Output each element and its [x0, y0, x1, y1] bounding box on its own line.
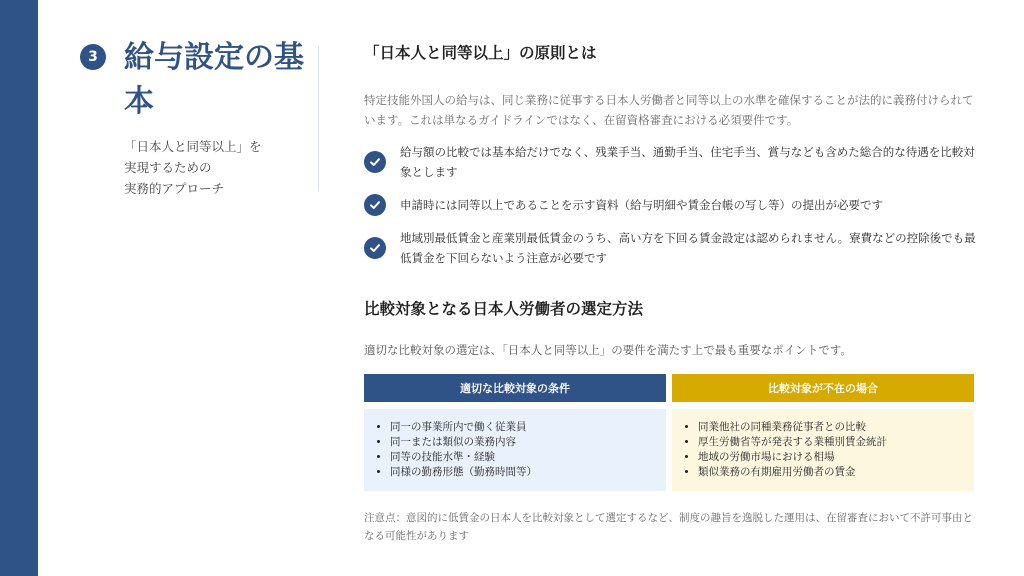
criteria-column-header: 適切な比較対象の条件 — [364, 374, 666, 402]
list-item: • 同等の技能水準・経験 — [390, 450, 666, 465]
subtitle-line: 実現するための — [124, 160, 212, 175]
check-item-text: 給与額の比較では基本給だけでなく、残業手当、通勤手当、住宅手当、賞与なども含めた総合的な待遇を比較対象とします — [400, 145, 975, 179]
check-circle-icon — [364, 151, 386, 173]
criteria-list — [378, 420, 666, 480]
absent-list-box — [672, 409, 974, 491]
list-item: • 地域の労働市場における相場 — [698, 450, 974, 465]
check-item — [364, 194, 978, 216]
section-subtitle — [124, 136, 309, 199]
list-item: • 同一または類似の業務内容 — [390, 435, 666, 450]
check-item — [364, 228, 978, 268]
list-item: • 厚生労働省等が発表する業種別賃金統計 — [698, 435, 974, 450]
caution-note: 注意点：意図的に低賃金の日本人を比較対象として選定するなど、制度の趣旨を逸脱した運用は、在留審査において不許可事由となる可能性があります — [364, 512, 973, 542]
check-circle-icon — [364, 194, 386, 216]
list-item: • 同一の事業所内で働く従業員 — [390, 420, 666, 435]
principle-heading: 「日本人と同等以上」の原則とは — [364, 44, 597, 62]
check-item-text: 申請時には同等以上であることを示す資料（給与明細や賃金台帳の写し等）の提出が必要です — [400, 198, 883, 212]
list-item: • 同様の勤務形態（勤務時間等） — [390, 465, 666, 480]
check-circle-icon — [364, 237, 386, 259]
vertical-divider — [318, 46, 319, 191]
subtitle-line: 実務的アプローチ — [124, 181, 225, 196]
criteria-list-box — [364, 409, 666, 491]
principle-intro: 特定技能外国人の給与は、同じ業務に従事する日本人労働者と同等以上の水準を確保することが法的に義務付けられています。これは単なるガイドラインではなく、在留資格審査における必須要件です。 — [364, 93, 974, 127]
section-title: 給与設定の基本 — [124, 40, 304, 119]
absent-list — [686, 420, 974, 480]
left-accent-bar — [0, 0, 38, 576]
subtitle-line: 「日本人と同等以上」を — [124, 139, 262, 154]
absent-column-header: 比較対象が不在の場合 — [672, 374, 974, 402]
list-item: • 類似業務の有期雇用労働者の賃金 — [698, 465, 974, 480]
selection-intro: 適切な比較対象の選定は、「日本人と同等以上」の要件を満たす上で最も重要なポイントです。 — [364, 343, 852, 357]
section-number-badge: 3 — [80, 44, 106, 70]
list-item: • 同業他社の同種業務従事者との比較 — [698, 420, 974, 435]
check-item-text: 地域別最低賃金と産業別最低賃金のうち、高い方を下回る賃金設定は認められません。寮費などの控除後でも最低賃金を下回らないよう注意が必要です — [400, 231, 976, 265]
check-item — [364, 142, 978, 182]
selection-heading: 比較対象となる日本人労働者の選定方法 — [364, 300, 644, 318]
